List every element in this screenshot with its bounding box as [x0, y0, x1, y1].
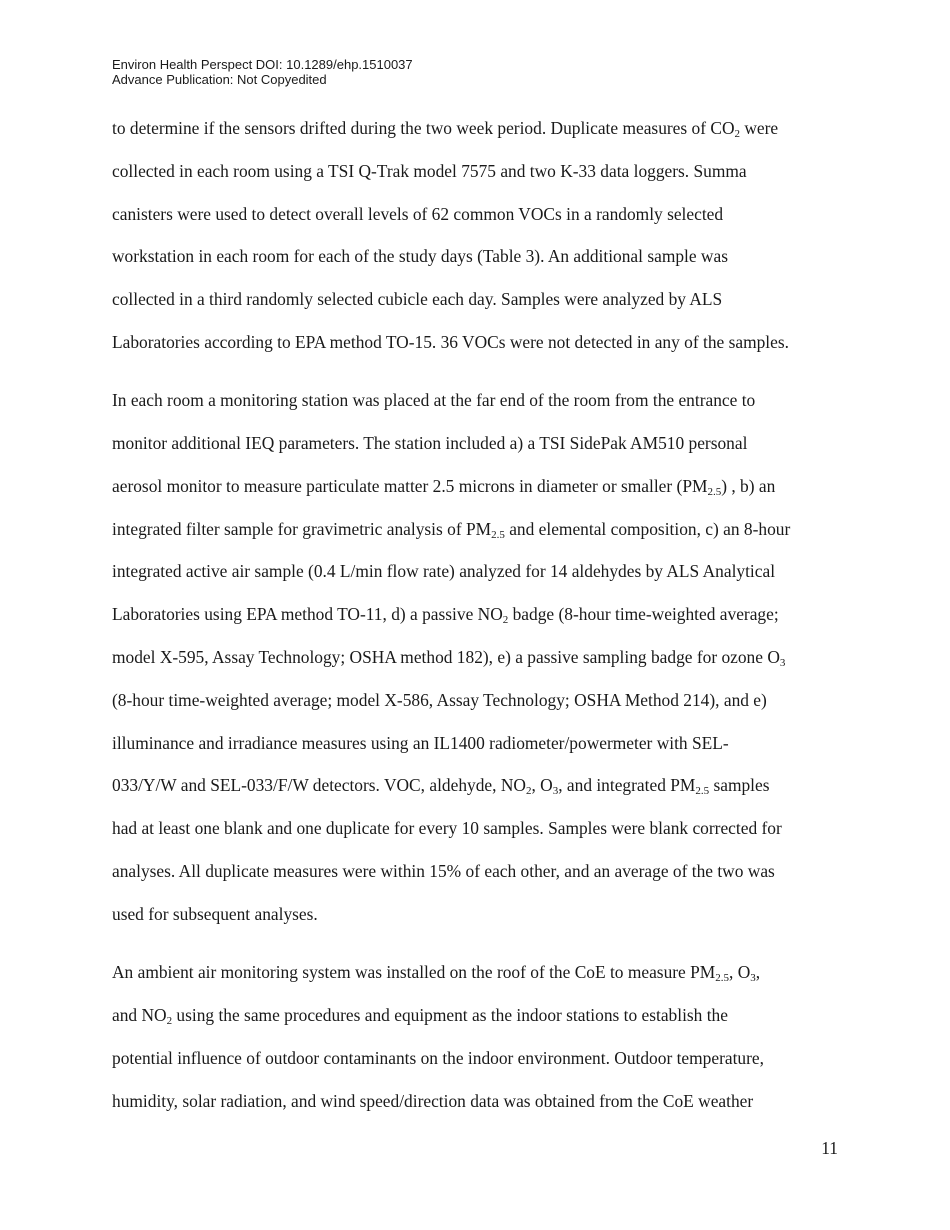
- page-number: 11: [821, 1138, 838, 1158]
- subscript: 2.5: [715, 972, 730, 985]
- subscript: 3: [779, 657, 786, 670]
- paragraph-gap: [112, 364, 840, 380]
- text-line: [112, 235, 840, 278]
- paragraph: [112, 951, 840, 1122]
- text-segment: badge (8-hour time-weighted average;: [508, 604, 779, 625]
- text-line: [112, 951, 840, 994]
- body-text: [112, 107, 840, 1122]
- subscript: 2: [166, 1014, 173, 1027]
- text-segment: aerosol monitor to measure particulate matter 2.5 microns in diameter or smaller (PM: [112, 475, 708, 496]
- text-segment: illuminance and irradiance measures using an IL1400 radiometer/powermeter with SEL-: [112, 732, 729, 753]
- text-segment: were: [740, 118, 779, 138]
- text-line: [112, 379, 840, 422]
- text-line: [112, 764, 840, 807]
- text-line: [112, 107, 840, 150]
- text-segment: monitor additional IEQ parameters. The station included a) a TSI SidePak AM510 personal: [112, 433, 748, 454]
- text-segment: An ambient air monitoring system was installed on the roof of the CoE to measure PM: [112, 962, 716, 983]
- text-line: [112, 321, 840, 364]
- text-segment: model X-595, Assay Technology; OSHA method 182), e) a passive sampling badge for ozone O: [112, 647, 780, 668]
- text-segment: integrated filter sample for gravimetric analysis of PM: [112, 518, 492, 539]
- text-segment: , O: [729, 962, 751, 983]
- text-line: [112, 636, 840, 679]
- text-segment: (8-hour time-weighted average; model X-586, Assay Technology; OSHA Method 214), and e): [112, 689, 767, 710]
- subscript: 2.5: [491, 528, 505, 541]
- text-segment: workstation in each room for each of the study days (Table 3). An additional sample was: [112, 246, 728, 267]
- text-line: [112, 1080, 840, 1123]
- text-line: [112, 508, 840, 551]
- text-segment: to determine if the sensors drifted during the two week period. Duplicate measures of CO: [112, 118, 735, 138]
- text-segment: In each room a monitoring station was placed at the far end of the room from the entrance to: [112, 390, 756, 411]
- subscript: 2: [525, 785, 532, 798]
- text-segment: humidity, solar radiation, and wind speed/direction data was obtained from the CoE weather: [112, 1090, 754, 1111]
- text-line: [112, 422, 840, 465]
- text-segment: analyses. All duplicate measures were within 15% of each other, and an average of the two was: [112, 861, 775, 882]
- text-line: [112, 150, 840, 193]
- text-line: [112, 850, 840, 893]
- text-segment: Laboratories using EPA method TO-11, d) a passive NO: [112, 604, 503, 625]
- subscript: 2: [502, 614, 509, 627]
- text-line: [112, 807, 840, 850]
- text-segment: collected in each room using a TSI Q-Trak model 7575 and two K-33 data loggers. Summa: [112, 160, 747, 181]
- journal-doi-line: Environ Health Perspect DOI: 10.1289/ehp.1510037: [112, 57, 413, 72]
- text-line: [112, 465, 840, 508]
- text-segment: Laboratories according to EPA method TO-15. 36 VOCs were not detected in any of the samples.: [112, 331, 789, 352]
- text-segment: and NO: [112, 1004, 167, 1025]
- paragraph: [112, 379, 840, 935]
- text-segment: integrated active air sample (0.4 L/min flow rate) analyzed for 14 aldehydes by ALS Analytical: [112, 561, 776, 582]
- subscript: 2.5: [707, 485, 722, 498]
- subscript: 3: [552, 785, 559, 798]
- publication-status-line: Advance Publication: Not Copyedited: [112, 72, 327, 87]
- text-segment: ,: [755, 962, 761, 983]
- text-line: [112, 893, 840, 936]
- text-segment: potential influence of outdoor contaminants on the indoor environment. Outdoor temperature,: [112, 1047, 764, 1068]
- text-segment: had at least one blank and one duplicate for every 10 samples. Samples were blank corrected for: [112, 818, 782, 839]
- text-line: [112, 722, 840, 765]
- subscript: 2: [734, 128, 741, 140]
- text-line: [112, 679, 840, 722]
- text-segment: collected in a third randomly selected cubicle each day. Samples were analyzed by ALS: [112, 289, 723, 310]
- text-segment: , O: [531, 775, 553, 796]
- text-segment: , and integrated PM: [558, 775, 696, 796]
- text-line: [112, 1037, 840, 1080]
- text-line: [112, 278, 840, 321]
- text-line: [112, 550, 840, 593]
- subscript: 3: [750, 972, 756, 985]
- subscript: 2.5: [695, 785, 710, 798]
- text-line: [112, 994, 840, 1037]
- paragraph: [112, 107, 840, 364]
- text-line: [112, 593, 840, 636]
- paragraph-gap: [112, 936, 840, 952]
- running-header: [112, 57, 413, 87]
- text-segment: ) , b) an: [721, 475, 776, 496]
- text-segment: using the same procedures and equipment as the indoor stations to establish the: [172, 1004, 728, 1025]
- text-segment: 033/Y/W and SEL-033/F/W detectors. VOC, aldehyde, NO: [112, 775, 526, 796]
- text-segment: used for subsequent analyses.: [112, 903, 318, 924]
- text-segment: samples: [709, 775, 770, 796]
- text-segment: canisters were used to detect overall levels of 62 common VOCs in a randomly selected: [112, 203, 724, 224]
- text-line: [112, 193, 840, 236]
- text-segment: and elemental composition, c) an 8-hour: [504, 518, 791, 539]
